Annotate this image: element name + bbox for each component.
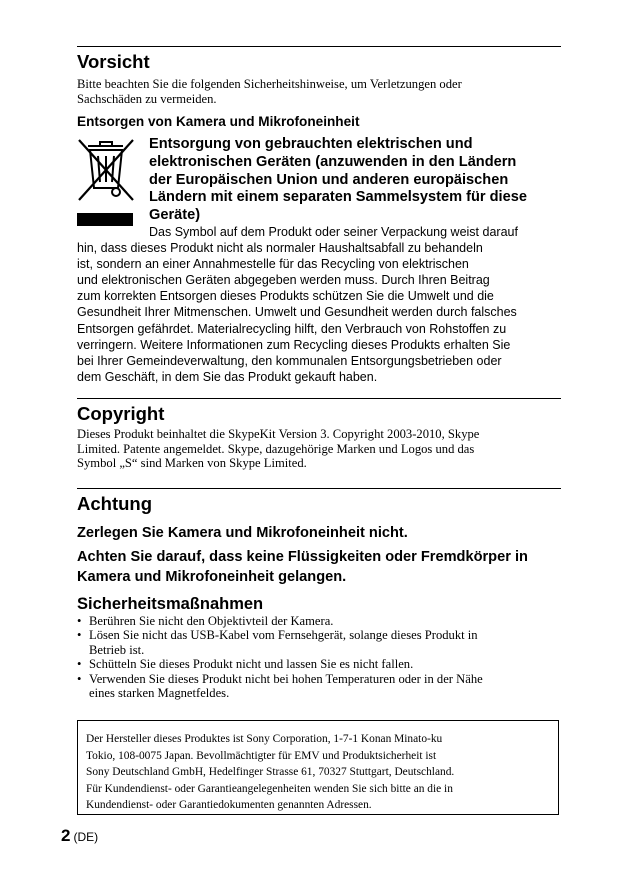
weee-title-line: der Europäischen Union und anderen europäischen bbox=[149, 171, 509, 188]
list-item bbox=[77, 614, 561, 628]
vorsicht-intro bbox=[77, 77, 561, 106]
weee-body-line: verringern. Weitere Informationen zum Recycling dieses Produkts erhalten Sie bbox=[77, 337, 511, 352]
weee-title-line: elektronischen Geräten (anzuwenden in den Ländern bbox=[149, 153, 517, 170]
warning-liquids bbox=[77, 548, 561, 587]
section-rule-copyright bbox=[77, 398, 561, 399]
weee-body-line: und elektronischen Geräten abgegeben werden muss. Durch Ihren Beitrag bbox=[77, 273, 490, 288]
list-item-text: Betrieb ist. bbox=[89, 642, 145, 657]
weee-body-line: Entsorgen gefährdet. Materialrecycling hilft, den Verbrauch von Rohstoffen zu bbox=[77, 321, 507, 336]
weee-body-line: zum korrekten Entsorgen dieses Produkts schützen Sie die Umwelt und die bbox=[77, 289, 494, 304]
weee-body bbox=[77, 224, 561, 385]
list-item-text: Berühren Sie nicht den Objektivteil der Kamera. bbox=[89, 614, 334, 628]
weee-body-line: dem Geschäft, in dem Sie das Produkt gekauft haben. bbox=[77, 369, 378, 384]
bullet: • bbox=[77, 628, 82, 643]
page-number: 2 bbox=[61, 826, 71, 845]
weee-body-line: ist, sondern an einer Annahmestelle für das Recycling von elektrischen bbox=[77, 257, 469, 272]
weee-title-line: Ländern mit einem separaten Sammelsystem für diese bbox=[149, 189, 527, 206]
weee-body-line: Das Symbol auf dem Produkt oder seiner Verpackung weist darauf bbox=[149, 225, 518, 239]
safety-list bbox=[77, 614, 561, 700]
weee-title bbox=[149, 136, 561, 225]
safety-heading: Sicherheitsmaßnahmen bbox=[77, 595, 264, 613]
list-item-text: Lösen Sie nicht das USB-Kabel vom Fernsehgerät, solange dieses Produkt in bbox=[89, 628, 478, 643]
bullet: • bbox=[77, 671, 82, 686]
list-item bbox=[77, 628, 561, 657]
list-item bbox=[77, 657, 561, 671]
weee-title-line: Geräte) bbox=[149, 207, 201, 224]
intro-line: Sachschäden zu vermeiden. bbox=[77, 91, 217, 106]
weee-body-line: hin, dass dieses Produkt nicht als normaler Haushaltsabfall zu behandeln bbox=[77, 241, 483, 256]
manufacturer-notice-box bbox=[77, 720, 559, 815]
bullet: • bbox=[77, 657, 82, 672]
language-code: (DE) bbox=[73, 830, 99, 844]
copyright-text bbox=[77, 427, 561, 471]
list-item-text: Schütteln Sie dieses Produkt nicht und lassen Sie es nicht fallen. bbox=[89, 657, 414, 672]
section-title-vorsicht: Vorsicht bbox=[77, 51, 150, 72]
copyright-line: Limited. Patente angemeldet. Skype, dazugehörige Marken und Logos und das bbox=[77, 441, 475, 456]
copyright-line: Symbol „S“ sind Marken von Skype Limited. bbox=[77, 456, 307, 470]
section-title-copyright: Copyright bbox=[77, 403, 165, 424]
warning-liquids-line: Kamera und Mikrofoneinheit gelangen. bbox=[77, 568, 347, 585]
list-item-text: Verwenden Sie dieses Produkt nicht bei hohen Temperaturen oder in der Nähe bbox=[89, 671, 483, 686]
warning-liquids-line: Achten Sie darauf, dass keine Flüssigkeiten oder Fremdkörper in bbox=[77, 549, 528, 565]
notice-line: Tokio, 108-0075 Japan. Bevollmächtigter für EMV und Produktsicherheit ist bbox=[86, 749, 437, 762]
notice-line: Für Kundendienst- oder Garantieangelegenheiten wenden Sie sich bitte an die in bbox=[86, 782, 453, 795]
notice-line: Kundendienst- oder Garantiedokumenten genannten Adressen. bbox=[86, 799, 372, 812]
notice-line: Der Hersteller dieses Produktes ist Sony Corporation, 1-7-1 Konan Minato-ku bbox=[86, 733, 443, 745]
copyright-line: Dieses Produkt beinhaltet die SkypeKit Version 3. Copyright 2003-2010, Skype bbox=[77, 427, 480, 441]
section-title-achtung: Achtung bbox=[77, 493, 153, 514]
section-rule-vorsicht bbox=[77, 46, 561, 47]
bullet: • bbox=[77, 614, 82, 628]
crossed-out-wheeled-bin-icon bbox=[77, 136, 135, 230]
page-footer bbox=[61, 826, 98, 846]
manufacturer-notice-text bbox=[86, 731, 556, 814]
weee-title-line: Entsorgung von gebrauchten elektrischen und bbox=[149, 136, 473, 152]
list-item bbox=[77, 672, 561, 701]
section-rule-achtung bbox=[77, 488, 561, 489]
notice-line: Sony Deutschland GmbH, Hedelfinger Strasse 61, 70327 Stuttgart, Deutschland. bbox=[86, 766, 455, 779]
list-item-text: eines starken Magnetfeldes. bbox=[89, 686, 230, 701]
intro-line: Bitte beachten Sie die folgenden Sicherheitshinweise, um Verletzungen oder bbox=[77, 77, 462, 91]
warning-disassemble: Zerlegen Sie Kamera und Mikrofoneinheit nicht. bbox=[77, 525, 408, 541]
weee-body-line: Gesundheit Ihrer Mitmenschen. Umwelt und Gesundheit werden durch falsches bbox=[77, 305, 517, 320]
weee-body-line: bei Ihrer Gemeindeverwaltung, den kommunalen Entsorgungsbetrieben oder bbox=[77, 353, 502, 368]
disposal-heading: Entsorgen von Kamera und Mikrofoneinheit bbox=[77, 114, 360, 129]
